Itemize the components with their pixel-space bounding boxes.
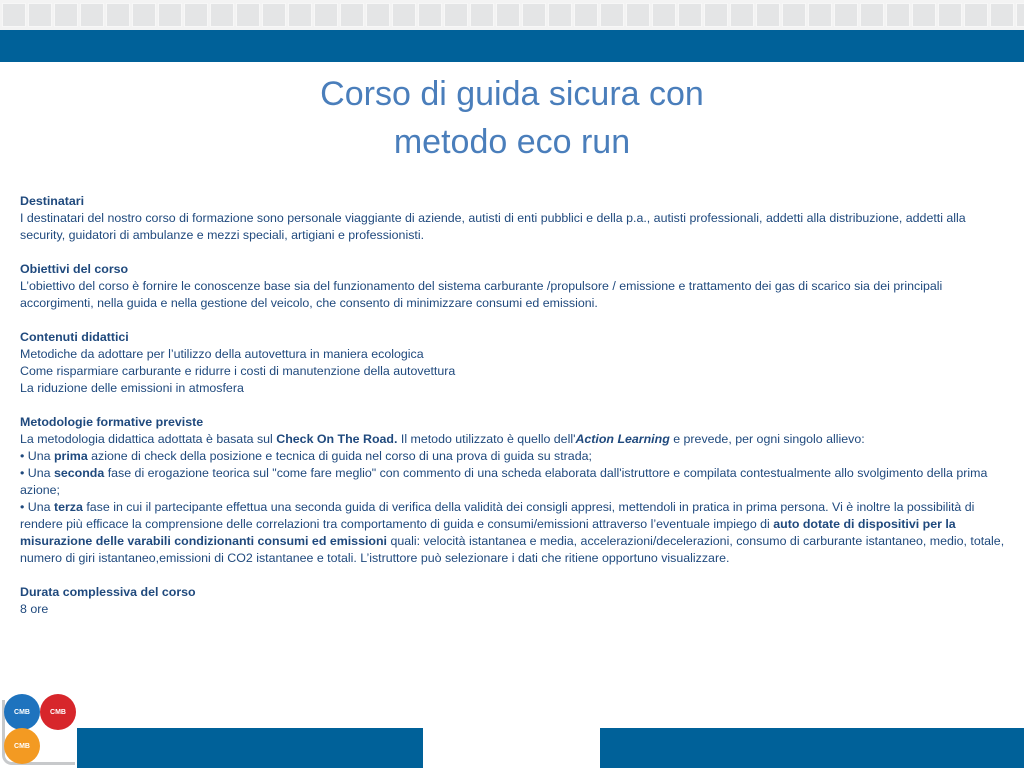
- strip-tile: [522, 3, 546, 27]
- logo-circle-orange: [4, 728, 40, 764]
- top-brand-bar: [0, 30, 1024, 62]
- strip-tile: [314, 3, 338, 27]
- strip-tile: [340, 3, 364, 27]
- slide-title: [0, 70, 1024, 166]
- strip-tile: [470, 3, 494, 27]
- strip-tile: [860, 3, 884, 27]
- bullet-text: Una: [24, 466, 54, 480]
- bullet-text: fase di erogazione teorica sul "come fare meglio" con commento di una scheda elaborata dall'istruttore e compilata contestualmente allo svolgimento della prima azione;: [20, 466, 988, 497]
- check-on-the-road: Check On The Road.: [276, 432, 398, 446]
- strip-tile: [886, 3, 910, 27]
- bullet-keyword: prima: [53, 449, 88, 463]
- strip-tile: [392, 3, 416, 27]
- strip-tile: [496, 3, 520, 27]
- strip-tile: [808, 3, 832, 27]
- section-heading: Destinatari: [20, 194, 85, 208]
- strip-tile: [262, 3, 286, 27]
- strip-tile: [80, 3, 104, 27]
- bottom-bar-left: [77, 728, 423, 768]
- slide-content: [20, 193, 1010, 635]
- bullet-item-3: [20, 499, 1010, 567]
- section-heading: Durata complessiva del corso: [20, 585, 196, 599]
- strip-tile: [704, 3, 728, 27]
- content-line: Come risparmiare carburante e ridurre i costi di manutenzione della autovettura: [20, 364, 456, 378]
- bullet-text: azione di check della posizione e tecnica di guida nel corso di una prova di guida su strada;: [87, 449, 592, 463]
- section-heading: Obiettivi del corso: [20, 262, 129, 276]
- section-metodologie: [20, 414, 1010, 567]
- methodology-intro: [20, 431, 1010, 448]
- intro-text: Il metodo utilizzato è quello dell': [397, 432, 576, 446]
- logo-text: CMB: [14, 708, 30, 716]
- logo-circle-red: [40, 694, 76, 730]
- bullet-text: Una: [24, 500, 54, 514]
- strip-tile: [132, 3, 156, 27]
- title-line-1: Corso di guida sicura con: [320, 75, 704, 113]
- bullet-icon: •: [20, 500, 25, 514]
- section-contenuti: [20, 329, 1010, 397]
- strip-tile: [574, 3, 598, 27]
- section-body: L’obiettivo del corso è fornire le conoscenze base sia del funzionamento del sistema carburante /propulsore / emissione e trattamento dei gas di scarico sia dei principali accorgimenti, nella guida e nella gestione del veicolo, che consento di minimizzare consumi ed emissioni.: [20, 279, 943, 310]
- top-decorative-strip: [0, 0, 1024, 30]
- strip-tile: [990, 3, 1014, 27]
- section-heading: Metodologie formative previste: [20, 415, 204, 429]
- intro-text: La metodologia didattica adottata è basata sul: [20, 432, 277, 446]
- bottom-bar-right: [600, 728, 1024, 768]
- bullet-text: Una: [24, 449, 54, 463]
- section-durata: [20, 584, 1010, 618]
- strip-tile: [782, 3, 806, 27]
- content-line: Metodiche da adottare per l’utilizzo della autovettura in maniera ecologica: [20, 347, 424, 361]
- bullet-item-1: [20, 448, 1010, 465]
- strip-tile: [600, 3, 624, 27]
- strip-tile: [678, 3, 702, 27]
- strip-tile: [158, 3, 182, 27]
- strip-tile: [964, 3, 988, 27]
- strip-tile: [912, 3, 936, 27]
- strip-tile: [938, 3, 962, 27]
- logo-circle-blue: [4, 694, 40, 730]
- strip-tile: [418, 3, 442, 27]
- section-body: I destinatari del nostro corso di formazione sono personale viaggiante di aziende, autisti di enti pubblici e della p.a., autisti professionali, addetti alla distribuzione, addetti alla security, guidatori di ambulanze e mezzi speciali, artigiani e professionisti.: [20, 211, 966, 242]
- action-learning: Action Learning: [575, 432, 670, 446]
- strip-tile: [2, 3, 26, 27]
- title-line-2: metodo eco run: [393, 123, 631, 161]
- strip-tile: [548, 3, 572, 27]
- content-line: La riduzione delle emissioni in atmosfera: [20, 381, 244, 395]
- bullet-icon: •: [20, 449, 25, 463]
- bullet-emphasis: auto dotate di dispositivi per la misurazione delle varabili condizionanti consumi ed emissioni: [20, 517, 956, 548]
- strip-tile: [236, 3, 260, 27]
- strip-tile: [54, 3, 78, 27]
- bullet-text: quali: velocità istantanea e media, accelerazioni/decelerazioni, consumo di carburante istantaneo, medio, totale, numero di giri istantaneo,emissioni di CO2 istantanee e totali. L’istruttore può selezionare i dati che ritiene opportuno visualizzare.: [20, 534, 1005, 565]
- strip-tile: [1016, 3, 1024, 27]
- strip-tile: [106, 3, 130, 27]
- strip-tile: [366, 3, 390, 27]
- strip-tile: [28, 3, 52, 27]
- strip-tile: [210, 3, 234, 27]
- strip-tile: [652, 3, 676, 27]
- bullet-icon: •: [20, 466, 25, 480]
- strip-tile: [730, 3, 754, 27]
- bullet-keyword: seconda: [53, 466, 105, 480]
- logo-text: CMB: [50, 708, 66, 716]
- section-obiettivi: [20, 261, 1010, 312]
- bullet-text: fase in cui il partecipante effettua una seconda guida di verifica della validità dei consigli appresi, mettendoli in pratica in prima persona. Vi è inoltre la possibilità di rendere più efficace la comprensione delle correlazioni tra comportamento di guida e consumi/emissioni attraverso l’eventuale impiego di: [20, 500, 975, 531]
- bullet-keyword: terza: [53, 500, 83, 514]
- intro-text: e prevede, per ogni singolo allievo:: [669, 432, 865, 446]
- logo-text: CMB: [14, 742, 30, 750]
- strip-tile: [626, 3, 650, 27]
- strip-tile: [834, 3, 858, 27]
- strip-tile: [756, 3, 780, 27]
- section-heading: Contenuti didattici: [20, 330, 129, 344]
- section-destinatari: [20, 193, 1010, 244]
- strip-tile: [288, 3, 312, 27]
- strip-tile: [184, 3, 208, 27]
- bullet-item-2: [20, 465, 1010, 499]
- strip-tile: [444, 3, 468, 27]
- section-body: 8 ore: [20, 602, 49, 616]
